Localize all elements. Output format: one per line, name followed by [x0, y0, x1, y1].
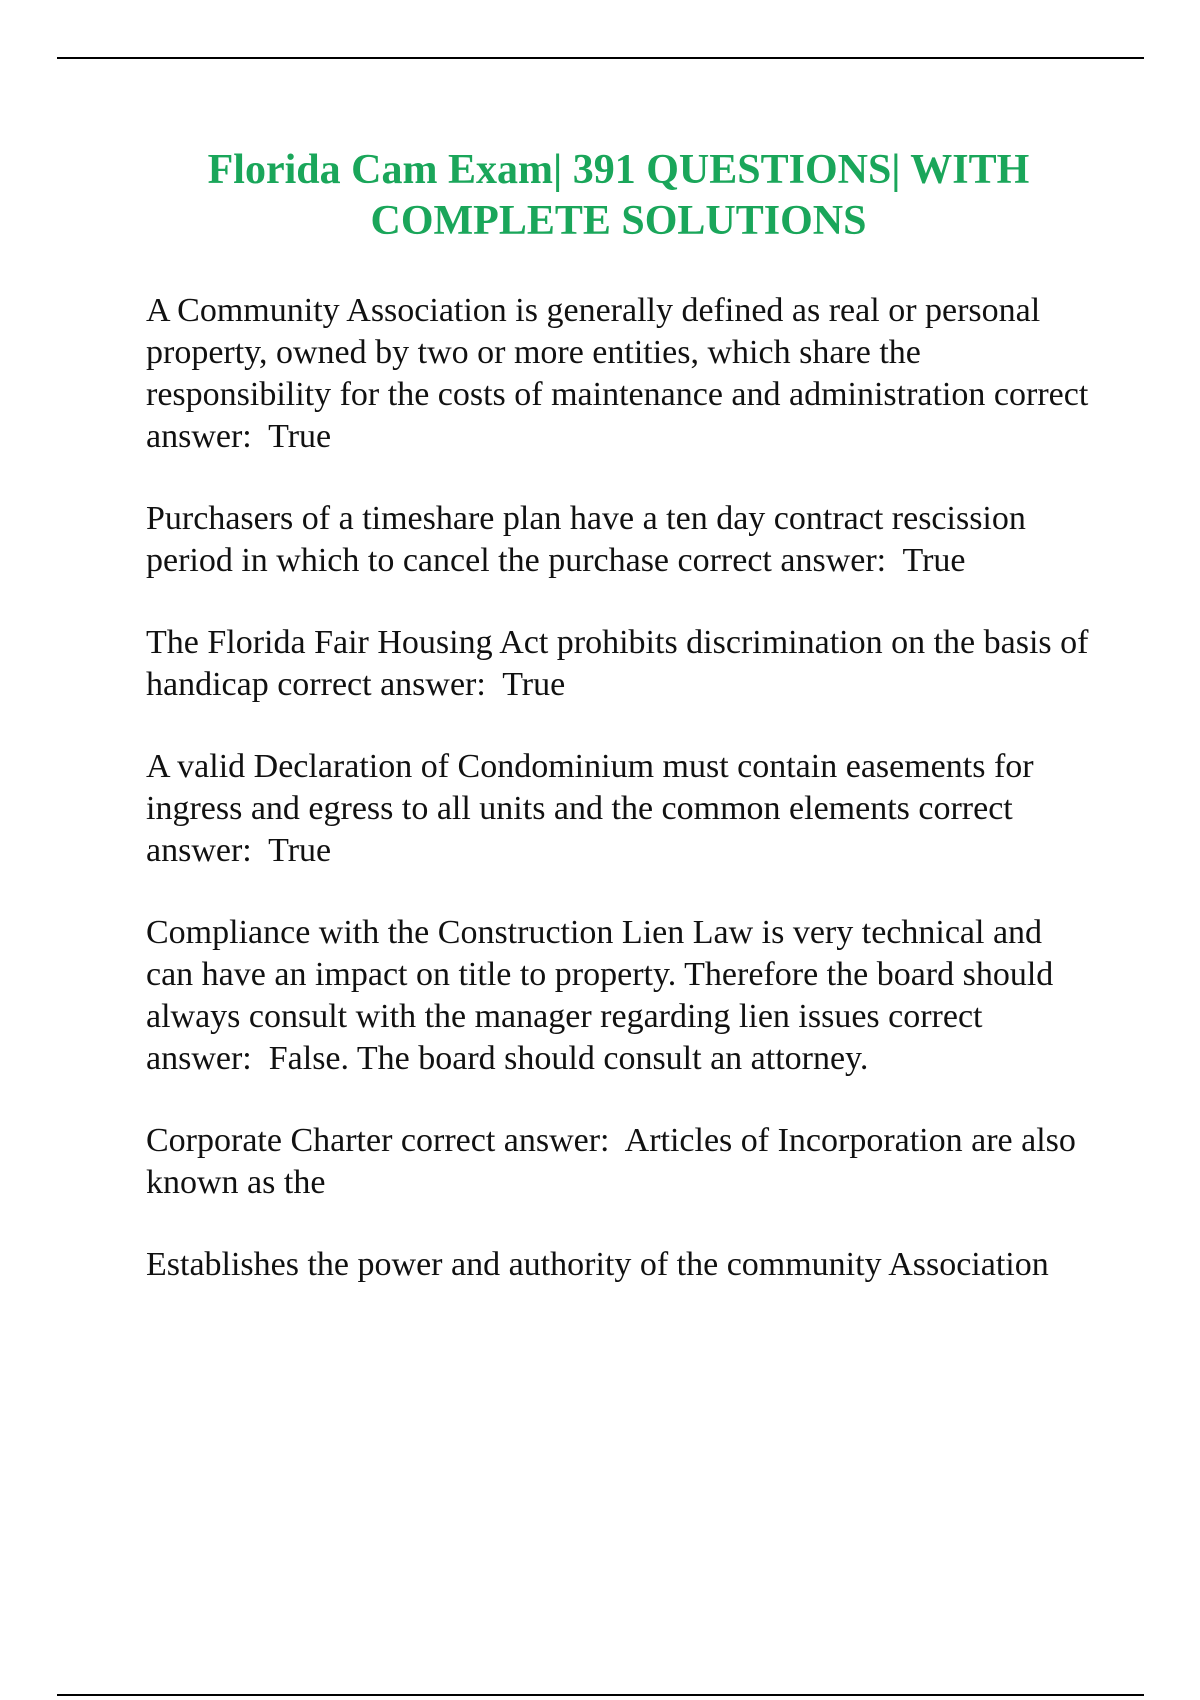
qa-item — [146, 498, 1096, 582]
answer-text: True — [268, 832, 332, 869]
question-text: Establishes the power and authority of the community Association — [146, 1246, 1049, 1283]
answer-text: Articles of Incorporation are also known as the — [146, 1122, 1076, 1201]
answer-text: True — [268, 418, 332, 455]
answer-label: correct answer: — [400, 1122, 625, 1159]
answer-label: correct answer: — [146, 998, 992, 1077]
qa-list — [146, 290, 1096, 1326]
document-title: Florida Cam Exam| 391 QUESTIONS| WITH COMPLETE SOLUTIONS — [207, 147, 1030, 244]
question-text: A Community Association is generally defined as real or personal property, owned by two or more entities, which share the responsibility for the costs of maintenance and administration — [146, 292, 1041, 413]
answer-label: correct answer: — [677, 542, 903, 579]
question-text: Compliance with the Construction Lien Law is very technical and can have an impact on title to property. Therefore the board should always consult with the manager regarding lien issues — [146, 914, 1054, 1035]
question-text: Purchasers of a timeshare plan have a ten day contract rescission period in which to cancel the purchase — [146, 500, 1026, 579]
answer-text: False. The board should consult an attorney. — [268, 1040, 869, 1077]
question-text: The Florida Fair Housing Act prohibits discrimination on the basis of handicap — [146, 624, 1089, 703]
question-text: Corporate Charter — [146, 1122, 393, 1159]
top-rule — [57, 57, 1144, 59]
qa-item — [146, 622, 1096, 706]
qa-item — [146, 1244, 1096, 1286]
question-text: A valid Declaration of Condominium must contain easements for ingress and egress to all units and the common elements — [146, 748, 1034, 827]
answer-label: correct answer: — [146, 790, 1022, 869]
qa-item — [146, 746, 1096, 872]
answer-text: True — [902, 542, 966, 579]
qa-item — [146, 1120, 1096, 1204]
bottom-rule — [57, 1694, 1144, 1696]
qa-item — [146, 912, 1096, 1080]
qa-item — [146, 290, 1096, 458]
answer-label: correct answer: — [277, 666, 503, 703]
answer-label: correct answer: — [146, 376, 1097, 455]
answer-text: True — [502, 666, 566, 703]
